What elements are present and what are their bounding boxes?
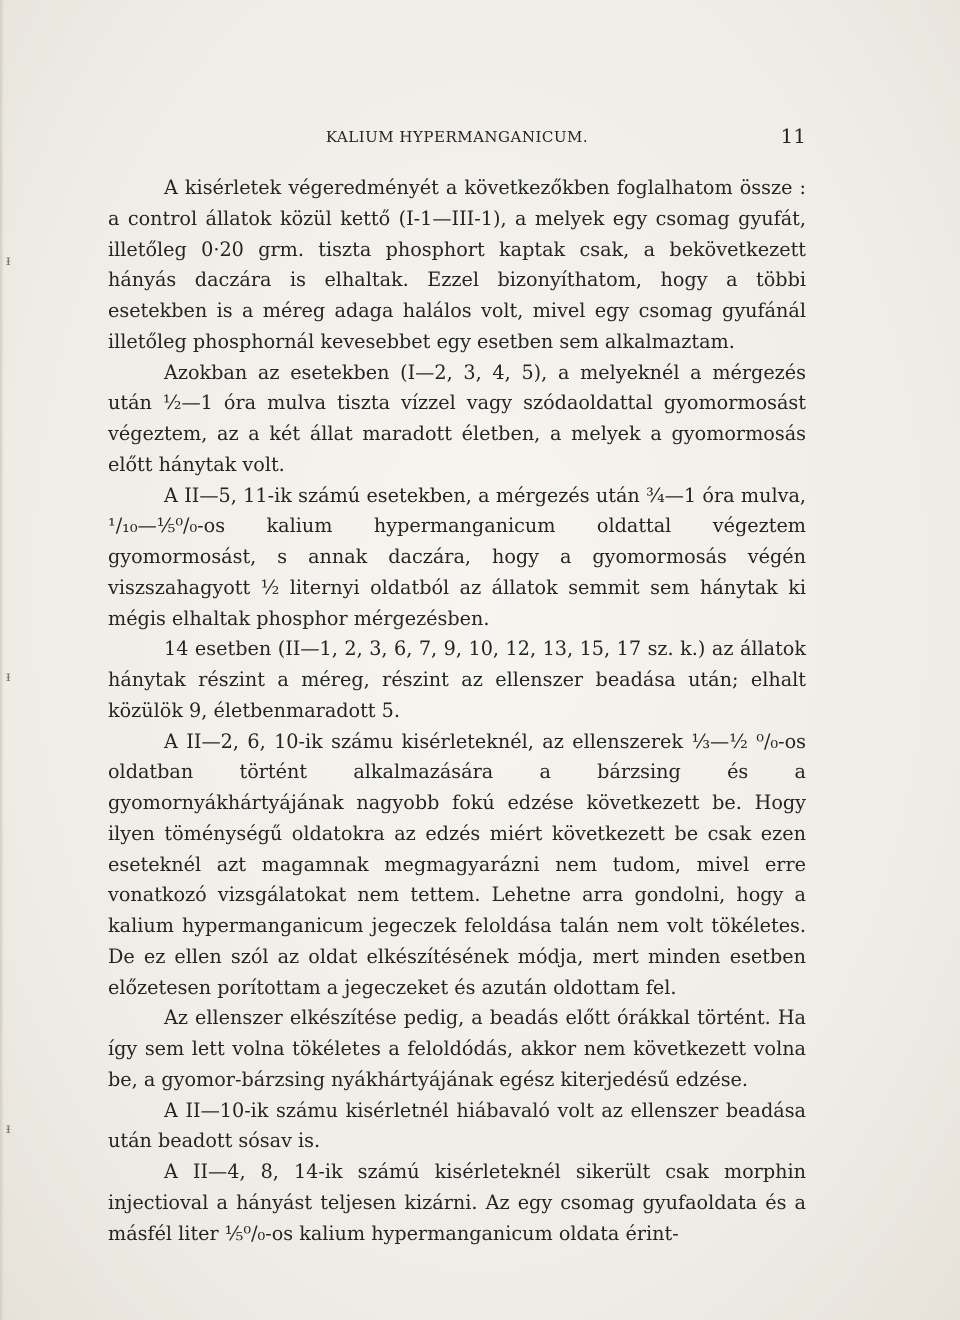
margin-mark: ᵻ — [6, 253, 11, 269]
paragraph: A II—10-ik számu kisérletnél hiábavaló volt az ellenszer beadása után beadott sósav is. — [108, 1098, 806, 1153]
paragraph: 14 esetben (II—1, 2, 3, 6, 7, 9, 10, 12, 13, 15, 17 sz. k.) az állatok hánytak részint a méreg, részint az ellenszer beadása után; elhalt közülök 9, életbenmaradott 5. — [108, 637, 806, 722]
paragraph: A kisérletek végeredményét a következőkben foglalhatom össze : a control állatok közül kettő (I-1—III-1), a melyek egy csomag gyufát, illetőleg 0·20 grm. tiszta phosphort kaptak csak, a bekövetkezett hányás daczára is elhaltak. Ezzel bizonyíthatom, hogy a többi esetekben is a méreg adaga halálos volt, mivel egy csomag gyufánál illetőleg phosphornál kevesebbet egy esetben sem alkalmaztam. — [108, 176, 806, 353]
page-edge-shadow — [0, 0, 4, 1320]
paragraph: A II—2, 6, 10-ik számu kisérleteknél, az ellenszerek ⅓—½ ⁰/₀-os oldatban történt alkalmazására a bárzsing és a gyomornyákhártyájának nagyobb fokú edzése következett be. Hogy ilyen töménységű oldatokra az edzés miért következett be csak ezen eseteknél azt magamnak megmagyarázni nem tudom, mivel erre vonatkozó vizsgálatokat nem tettem. Lehetne arra gondolni, hogy a kalium hypermanganicum jegeczek feloldása talán nem volt tökéletes. De ez ellen szól az oldat elkészítésének módja, mert minden esetben előzetesen porítottam a jegeczeket és azután oldottam fel. — [108, 729, 806, 999]
body-text — [108, 173, 806, 1249]
paragraph: A II—4, 8, 14-ik számú kisérleteknél sikerült csak morphin injectioval a hányást teljesen kizárni. Az egy csomag gyufaoldata és a másfél liter ⅕⁰/₀-os kalium hypermanganicum oldata érint- — [108, 1160, 806, 1245]
paragraph: A II—5, 11-ik számú esetekben, a mérgezés után ¾—1 óra mulva, ¹/₁₀—⅕⁰/₀-os kalium hypermanganicum oldattal végeztem gyomormosást, s annak daczára, hogy a gyomormosás végén viszszahagyott ½ liternyi oldatból az állatok semmit sem hánytak ki mégis elhaltak phosphor mérgezésben. — [108, 483, 806, 630]
margin-mark: ᵻ — [6, 1121, 11, 1137]
page-number: 11 — [780, 124, 806, 148]
running-head — [108, 124, 806, 152]
paragraph: Azokban az esetekben (I—2, 3, 4, 5), a melyeknél a mérgezés után ½—1 óra mulva tiszta vízzel vagy szódaoldattal gyomormosást végeztem, az a két állat maradott életben, a melyek a gyomormosás előtt hánytak volt. — [108, 360, 806, 476]
paragraph: Az ellenszer elkészítése pedig, a beadás előtt órákkal történt. Ha így sem lett volna tökéletes a feloldódás, akkor nem következett volna be, a gyomor-bárzsing nyákhártyájának egész kiterjedésű edzése. — [108, 1006, 806, 1091]
margin-mark: ᵻ — [6, 669, 11, 685]
running-title: KALIUM HYPERMANGANICUM. — [325, 128, 589, 146]
